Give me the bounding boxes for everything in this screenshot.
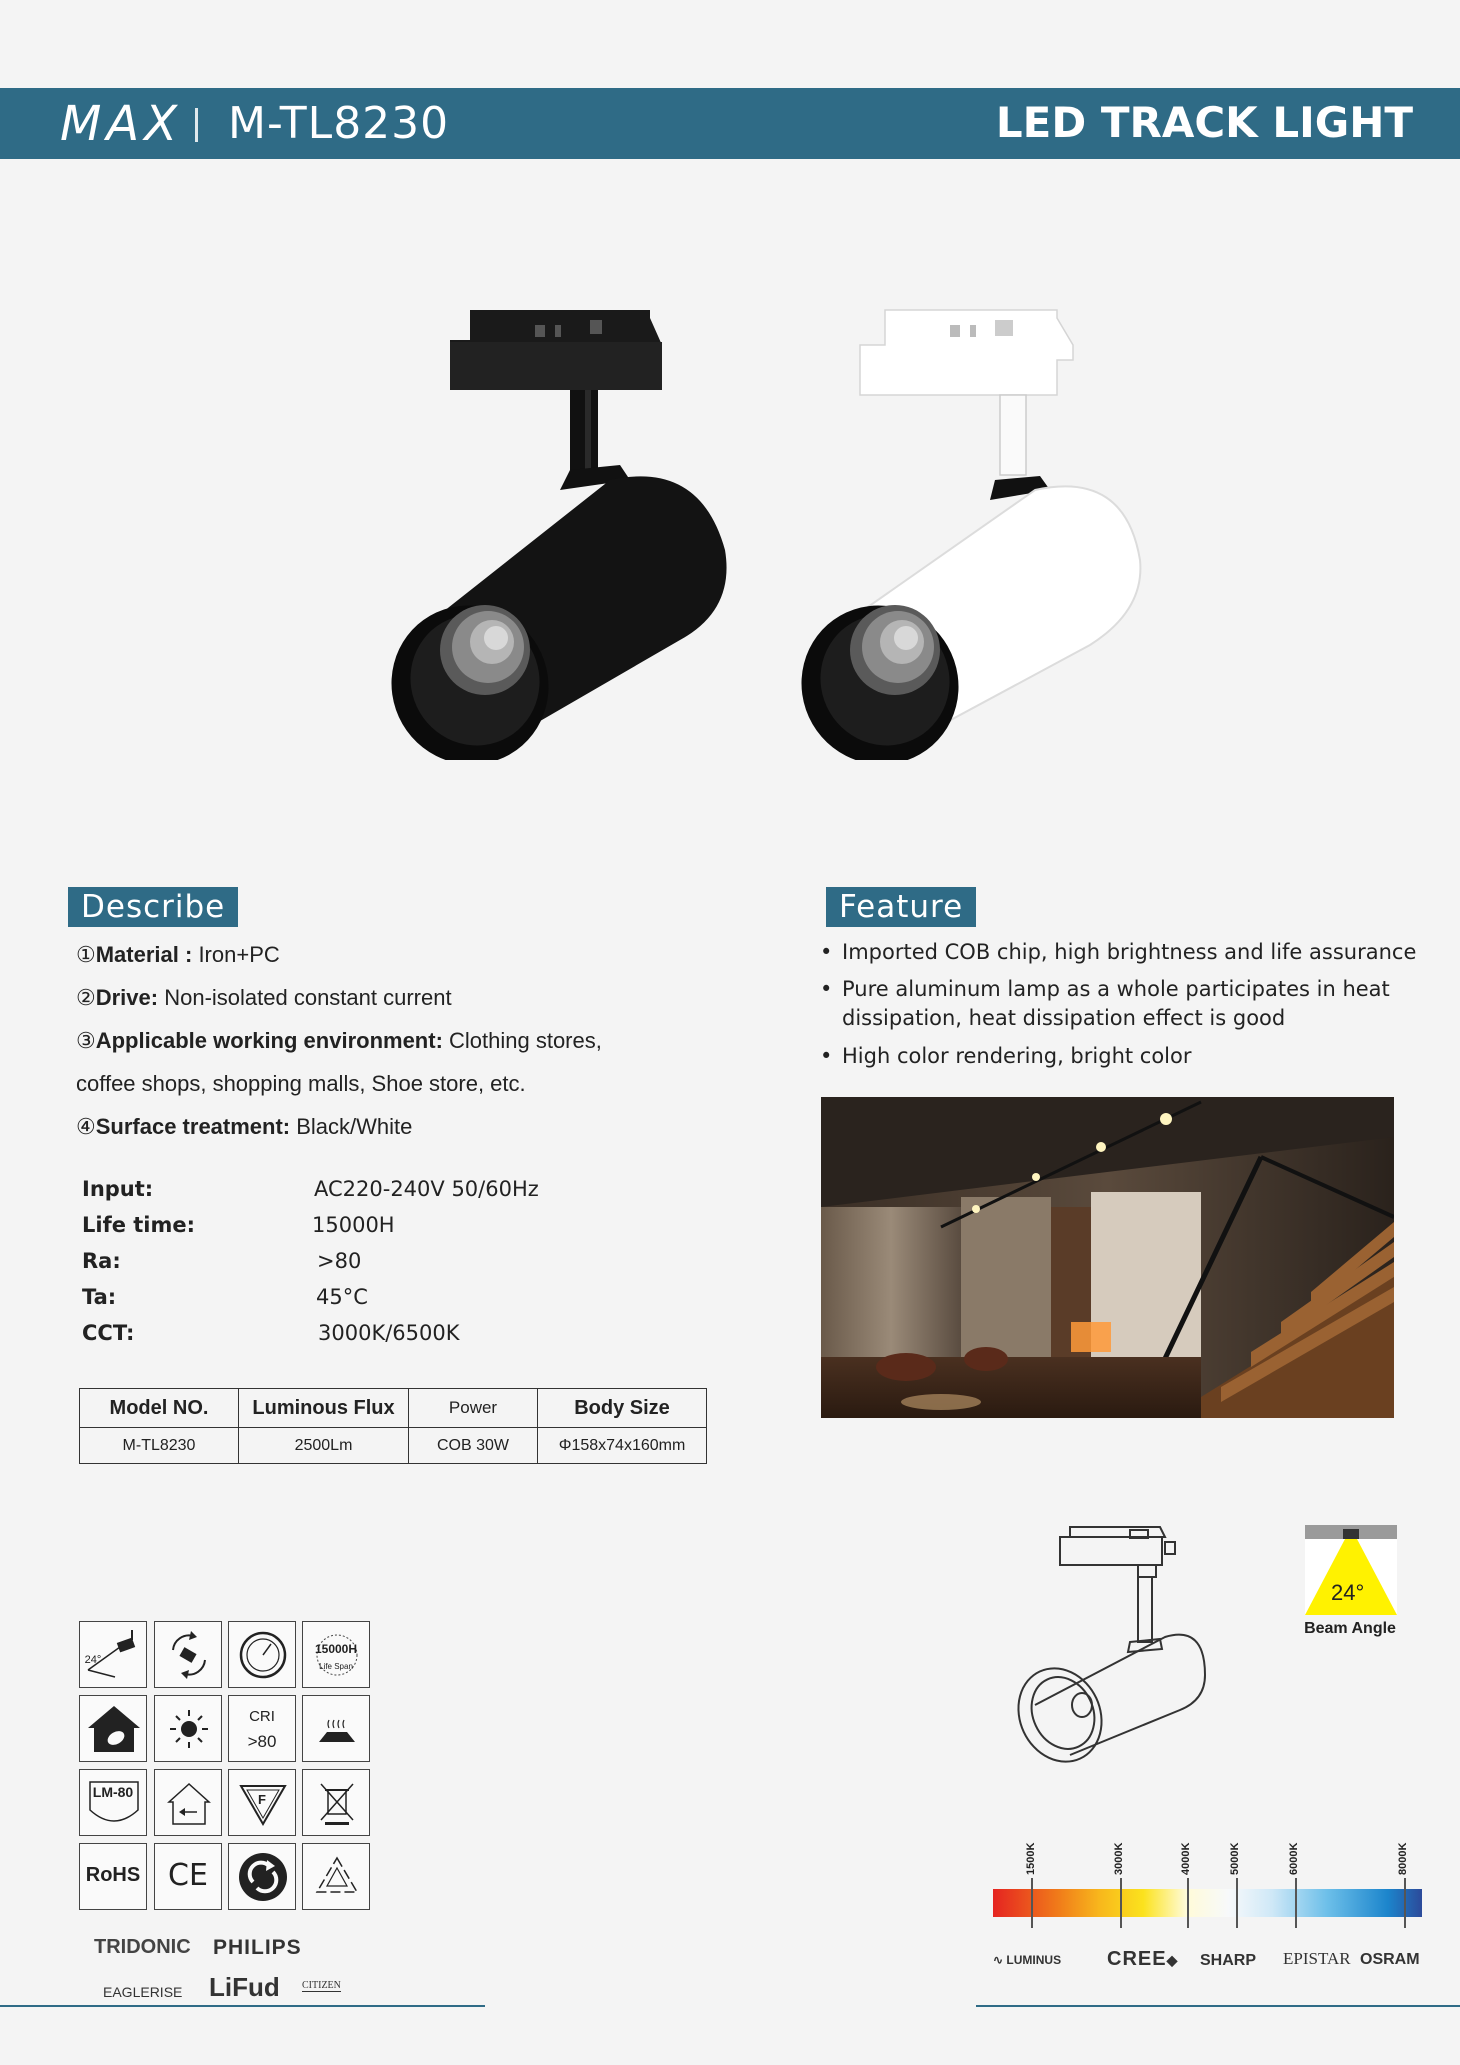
spec-key: Ta:: [82, 1285, 117, 1309]
sharp-logo: SHARP: [1200, 1952, 1257, 1969]
cct-tick: [1187, 1878, 1189, 1928]
osram-logo: OSRAM: [1360, 1951, 1420, 1968]
product-title: LED TRACK LIGHT: [995, 98, 1413, 147]
eco-home-icon: [79, 1695, 147, 1762]
ce-text: CE: [168, 1858, 208, 1893]
describe-heading: Describe: [68, 887, 238, 927]
recycle-circle-icon: [228, 1843, 296, 1910]
feature-heading: Feature: [826, 887, 976, 927]
header-bar: [0, 88, 1460, 159]
table-row: [80, 1428, 707, 1464]
item-value: Non-isolated constant current: [158, 985, 452, 1010]
white-track-light-image: [795, 300, 1155, 760]
feature-item: • Imported COB chip, high brightness and life assurance: [820, 938, 1420, 967]
cct-color-bar: [993, 1889, 1422, 1917]
item-number: ④: [76, 1114, 96, 1139]
lifespan-value: 15000H: [314, 1642, 358, 1656]
recycle-triangle-icon: [302, 1843, 370, 1910]
lifud-logo: LiFud: [209, 1972, 280, 2002]
epistar-logo: EPISTAR: [1283, 1949, 1351, 1968]
table-header: Luminous Flux: [239, 1389, 409, 1428]
cct-tick: [1120, 1878, 1122, 1928]
lm80-icon: [79, 1769, 147, 1836]
feature-item: • High color rendering, bright color: [820, 1042, 1420, 1071]
brightness-icon: [154, 1695, 222, 1762]
heat-dissipation-icon: [302, 1695, 370, 1762]
citizen-logo: CITIZEN: [302, 1980, 341, 1991]
black-track-light-image: [380, 300, 740, 760]
spec-value: 15000H: [312, 1213, 395, 1237]
spec-key: Ra:: [82, 1249, 121, 1273]
spec-value: AC220-240V 50/60Hz: [314, 1177, 539, 1201]
weee-bin-icon: [302, 1769, 370, 1836]
item-number: ①: [76, 942, 96, 967]
spec-key: CCT:: [82, 1321, 135, 1345]
describe-item-drive: [76, 985, 452, 1011]
spec-key: Life time:: [82, 1213, 196, 1237]
dimmable-knob-icon: [228, 1621, 296, 1688]
table-cell: M-TL8230: [80, 1428, 239, 1464]
table-header: Body Size: [538, 1389, 707, 1428]
cree-text: CREE: [1107, 1948, 1167, 1970]
beam-angle-label: Beam Angle: [1304, 1620, 1396, 1637]
luminus-logo: [993, 1953, 1061, 1967]
table-cell: 2500Lm: [239, 1428, 409, 1464]
bottom-rule-left: [0, 2005, 485, 2007]
bottom-rule-right: [976, 2005, 1460, 2007]
cct-label: 1500K: [1025, 1842, 1037, 1875]
item-number: ②: [76, 985, 96, 1010]
track-light-line-drawing: [1010, 1525, 1210, 1765]
angle-text: 24°: [84, 1654, 102, 1666]
spec-value: >80: [317, 1249, 362, 1273]
cct-label: 6000K: [1288, 1842, 1300, 1875]
philips-logo: PHILIPS: [213, 1936, 302, 1959]
item-value: Clothing stores,: [442, 1028, 602, 1053]
table-header: Model NO.: [80, 1389, 239, 1428]
describe-item-material: [76, 942, 280, 968]
cri-icon: [228, 1695, 296, 1762]
cri-label: CRI: [249, 1708, 275, 1725]
item-label: Material :: [95, 942, 193, 967]
table-cell: COB 30W: [409, 1428, 538, 1464]
spec-value: 3000K/6500K: [318, 1321, 460, 1345]
rotate-icon: [154, 1621, 222, 1688]
model-number: M-TL8230: [228, 98, 450, 149]
item-number: ③: [76, 1028, 96, 1053]
luminus-swoosh-icon: ∿: [993, 1953, 1004, 1967]
item-value: Iron+PC: [192, 942, 280, 967]
cct-tick: [1404, 1878, 1406, 1928]
table-header: Power: [409, 1389, 538, 1428]
f-mark-icon: [228, 1769, 296, 1836]
feature-item: • Pure aluminum lamp as a whole participates in heat dissipation, heat dissipation effect is good: [820, 975, 1400, 1033]
rohs-icon: [79, 1843, 147, 1910]
lifespan-sub: Life Span: [319, 1662, 353, 1671]
cct-tick: [1295, 1878, 1297, 1928]
spec-key: Input:: [82, 1177, 154, 1201]
lifespan-icon: [302, 1621, 370, 1688]
item-label: Drive:: [95, 985, 159, 1010]
model-table: [79, 1388, 707, 1464]
luminus-text: LUMINUS: [1006, 1953, 1062, 1967]
eaglerise-logo: EAGLERISE: [103, 1984, 183, 2000]
item-label: Surface treatment:: [95, 1114, 291, 1139]
item-label: Applicable working environment:: [95, 1028, 443, 1053]
header-divider: [195, 108, 198, 142]
item-value: coffee shops, shopping malls, Shoe store, etc.: [76, 1071, 526, 1096]
rohs-text: RoHS: [85, 1864, 141, 1886]
tridonic-logo: TRIDONIC: [94, 1936, 191, 1958]
interior-application-photo: [821, 1097, 1394, 1418]
describe-item-surface: [76, 1114, 412, 1140]
describe-item-environment-cont: [76, 1071, 526, 1097]
spec-value: 45°C: [316, 1285, 368, 1309]
cree-logo: [1107, 1948, 1178, 1971]
table-cell: Φ158x74x160mm: [538, 1428, 707, 1464]
f-mark-text: F: [258, 1792, 266, 1807]
lm80-text: LM-80: [92, 1784, 134, 1800]
cct-label: 5000K: [1229, 1842, 1241, 1875]
table-header-row: [80, 1389, 707, 1428]
ce-icon: [154, 1843, 222, 1910]
cct-label: 3000K: [1113, 1842, 1125, 1875]
beam-angle-value: 24°: [1331, 1580, 1365, 1605]
cct-label: 8000K: [1397, 1842, 1409, 1875]
cri-value: >80: [247, 1732, 277, 1751]
cree-diamond-icon: ◆: [1166, 1952, 1179, 1968]
beam-angle-icon: [79, 1621, 147, 1688]
cct-label: 4000K: [1180, 1842, 1192, 1875]
indoor-use-icon: [154, 1769, 222, 1836]
cct-tick: [1031, 1878, 1033, 1928]
brand-logo: MAX: [60, 96, 183, 152]
item-value: Black/White: [290, 1114, 413, 1139]
describe-item-environment: [76, 1028, 602, 1054]
cct-tick: [1236, 1878, 1238, 1928]
